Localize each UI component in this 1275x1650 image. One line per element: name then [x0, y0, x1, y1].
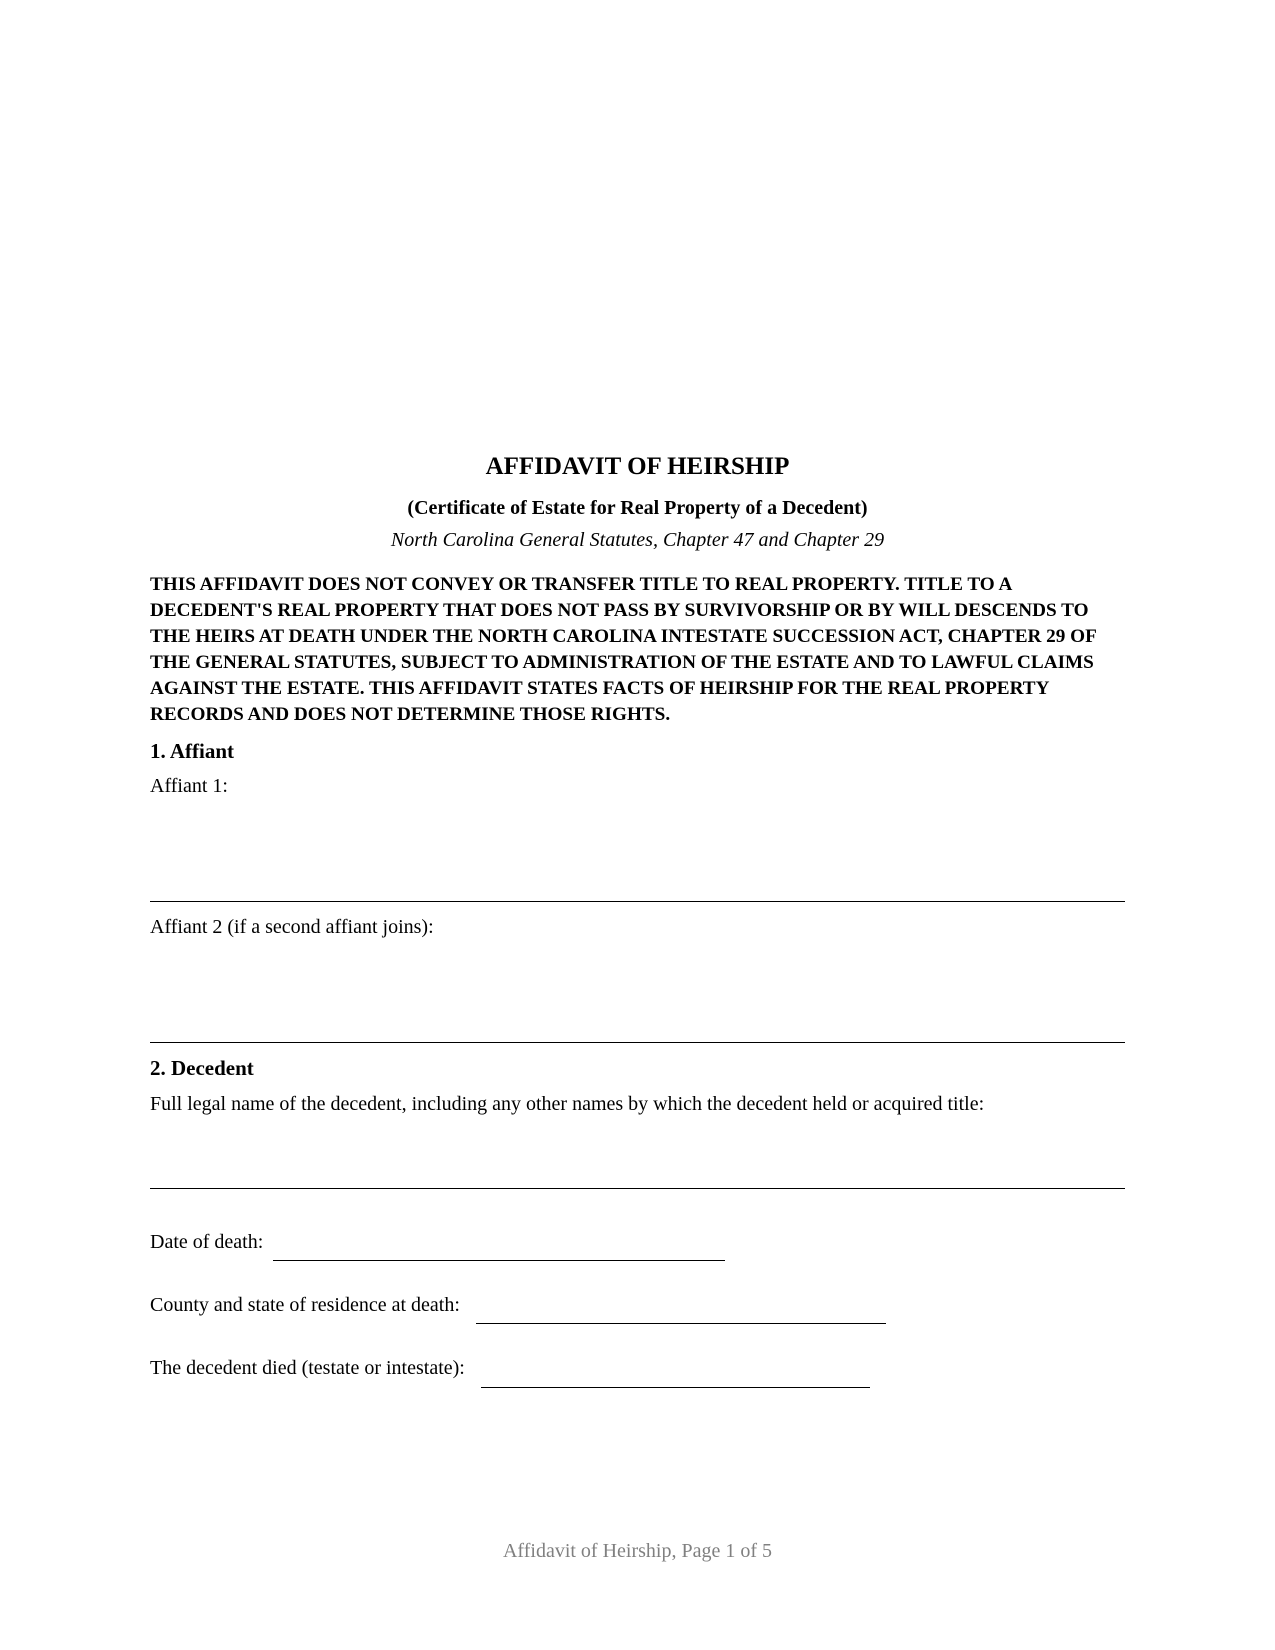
document-title: AFFIDAVIT OF HEIRSHIP — [485, 453, 790, 480]
affiant-2-field[interactable] — [150, 1042, 1125, 1043]
decedent-name-field[interactable] — [150, 1188, 1125, 1189]
affiant-1-label: Affiant 1: — [150, 775, 228, 797]
affiant-2-label: Affiant 2 (if a second affiant joins): — [150, 916, 434, 938]
document-subtitle: (Certificate of Estate for Real Property of a Decedent) — [407, 497, 868, 519]
decedent-name-label: Full legal name of the decedent, including any other names by which the decedent held or acquired title: — [150, 1093, 985, 1115]
legal-notice: THIS AFFIDAVIT DOES NOT CONVEY OR TRANSFER TITLE TO REAL PROPERTY. TITLE TO A DECEDENT'S REAL PROPERTY THAT DOES NOT PASS BY SURVIVORSHIP OR BY WILL DESCENDS TO THE HEIRS AT DEATH UNDER THE NORTH CAROLINA INTESTATE SUCCESSION ACT, CHAPTER 29 OF THE GENERAL STATUTES, SUBJECT TO ADMINISTRATION OF THE ESTATE AND TO LAWFUL CLAIMS AGAINST THE ESTATE. THIS AFFIDAVIT STATES FACTS OF HEIRSHIP FOR THE REAL PROPERTY RECORDS AND DOES NOT DETERMINE THOSE RIGHTS. — [150, 574, 1097, 725]
residence-field[interactable] — [476, 1323, 886, 1324]
testacy-label: The decedent died (testate or intestate): — [150, 1357, 465, 1379]
statute-reference: North Carolina General Statutes, Chapter 47 and Chapter 29 — [390, 529, 885, 551]
section-heading-affiant: 1. Affiant — [150, 739, 234, 763]
date-of-death-field[interactable] — [273, 1260, 725, 1261]
date-of-death-label: Date of death: — [150, 1231, 264, 1253]
section-heading-decedent: 2. Decedent — [150, 1056, 254, 1080]
testacy-field[interactable] — [481, 1387, 870, 1388]
residence-label: County and state of residence at death: — [150, 1294, 460, 1316]
affiant-1-field[interactable] — [150, 901, 1125, 902]
page-footer: Affidavit of Heirship, Page 1 of 5 — [502, 1540, 773, 1562]
